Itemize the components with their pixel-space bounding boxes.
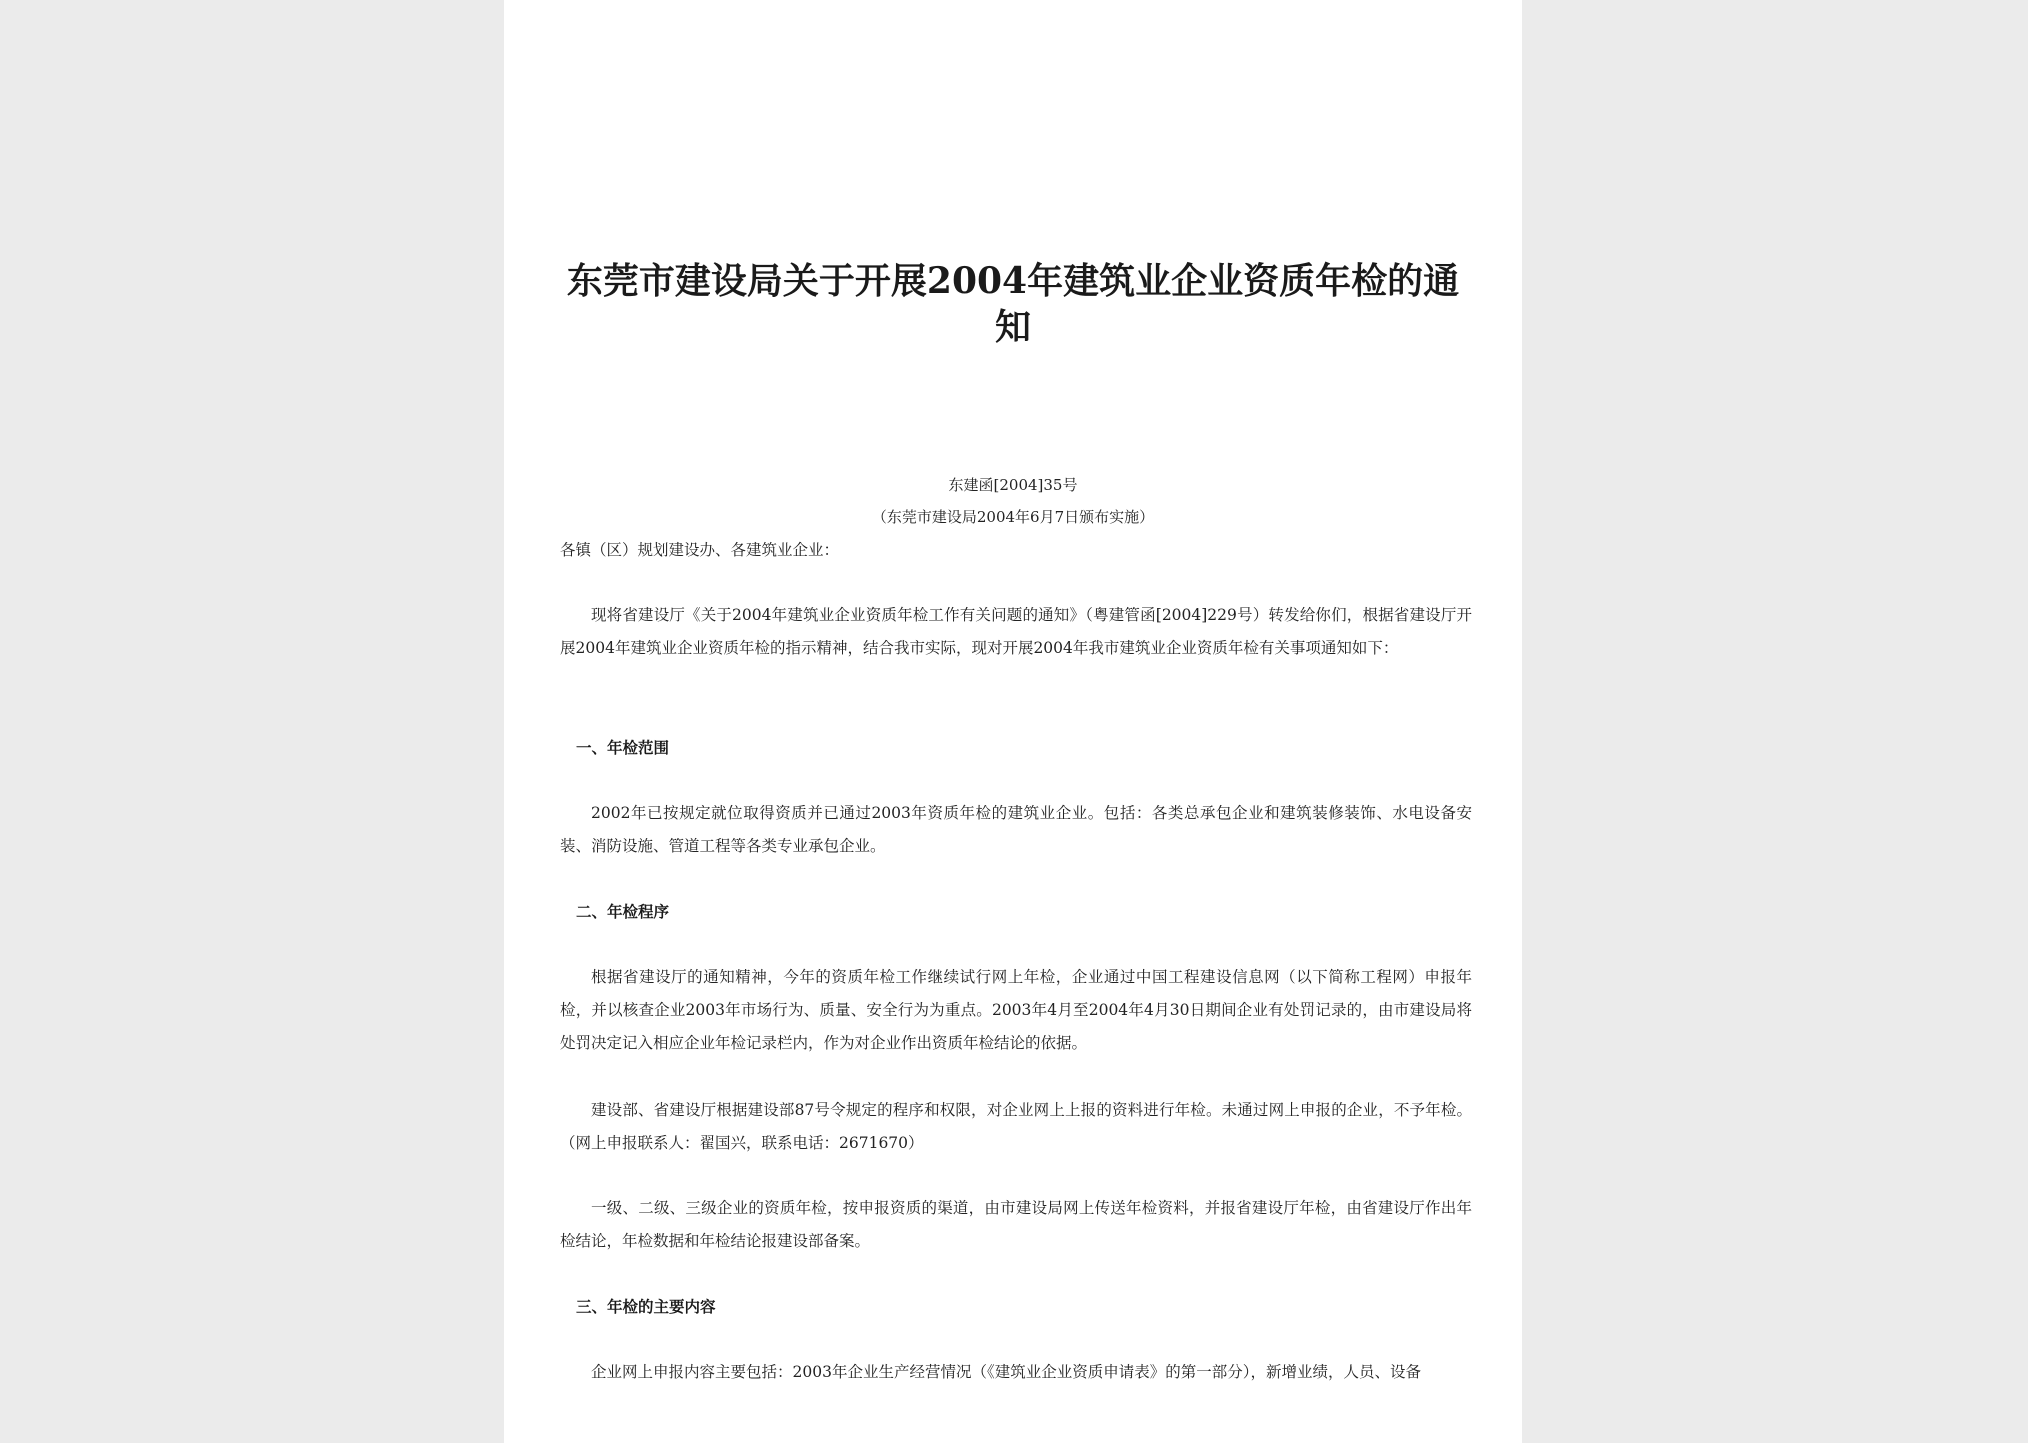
intro-paragraph: 现将省建设厅《关于2004年建筑业企业资质年检工作有关问题的通知》（粤建管函[2004]229号）转发给你们，根据省建设厅开展2004年建筑业企业资质年检的指示精神，结合我市实际，现对开展2004年我市建筑业企业资质年检有关事项通知如下：	[560, 606, 1472, 657]
issue-note: （东莞市建设局2004年6月7日颁布实施）	[871, 508, 1155, 526]
section-heading-procedure: 二、年检程序	[576, 902, 670, 921]
document-page	[504, 0, 1522, 1443]
document-number: 东建函[2004]35号	[948, 476, 1078, 494]
paragraph-procedure-3: 一级、二级、三级企业的资质年检，按申报资质的渠道，由市建设局网上传送年检资料，并报省建设厅年检，由省建设厅作出年检结论，年检数据和年检结论报建设部备案。	[560, 1199, 1472, 1250]
section-heading-content: 三、年检的主要内容	[576, 1297, 716, 1316]
paragraph-content: 企业网上申报内容主要包括：2003年企业生产经营情况（《建筑业企业资质申请表》的第一部分），新增业绩，人员、设备	[591, 1363, 1421, 1381]
addressee: 各镇（区）规划建设办、各建筑业企业：	[560, 541, 840, 559]
paragraph-procedure-1: 根据省建设厅的通知精神，今年的资质年检工作继续试行网上年检，企业通过中国工程建设信息网（以下简称工程网）申报年检，并以核查企业2003年市场行为、质量、安全行为为重点。2003年4月至2004年4月30日期间企业有处罚记录的，由市建设局将处罚决定记入相应企业年检记录栏内，作为对企业作出资质年检结论的依据。	[560, 968, 1472, 1052]
document-title: 东莞市建设局关于开展2004年建筑业企业资质年检的通知	[566, 260, 1460, 348]
section-heading-scope: 一、年检范围	[576, 738, 670, 757]
paragraph-scope: 2002年已按规定就位取得资质并已通过2003年资质年检的建筑业企业。包括：各类总承包企业和建筑装修装饰、水电设备安装、消防设施、管道工程等各类专业承包企业。	[560, 804, 1472, 855]
paragraph-procedure-2: 建设部、省建设厅根据建设部87号令规定的程序和权限，对企业网上上报的资料进行年检。未通过网上申报的企业，不予年检。（网上申报联系人：翟国兴，联系电话：2671670）	[560, 1101, 1472, 1152]
